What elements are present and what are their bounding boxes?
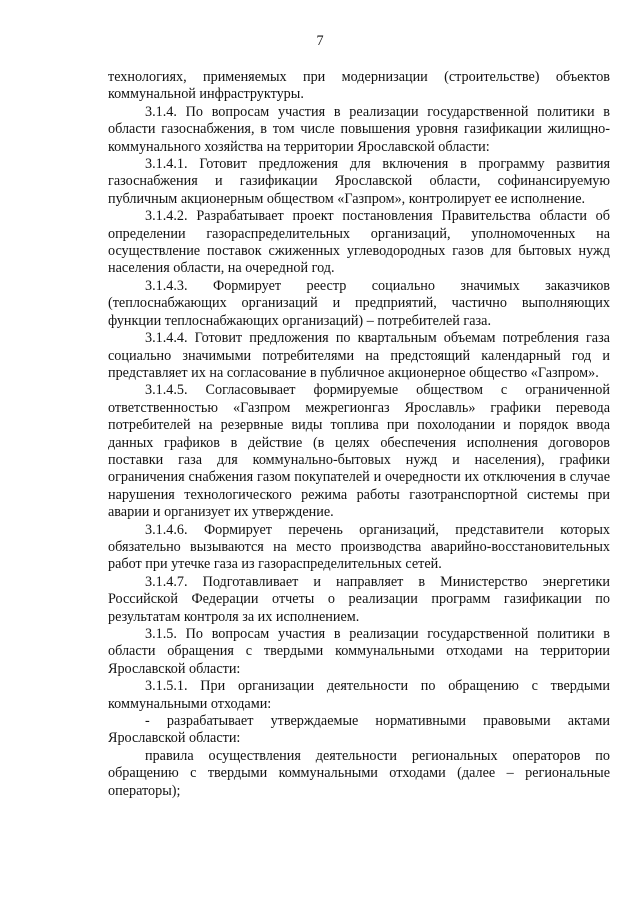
paragraph: 3.1.4.1. Готовит предложения для включения в программу развития газоснабжения и газификации Ярославской области, софинансируемую публичным акционерным обществом «Газпром», контролирует ее исполнение. xyxy=(108,156,610,207)
paragraph: 3.1.4.3. Формирует реестр социально значимых заказчиков (теплоснабжающих организаций и предприятий, частично выполняющих функции теплоснабжающих организаций) – потребителей газа. xyxy=(108,277,610,329)
paragraph: 3.1.4.6. Формирует перечень организаций, представители которых обязательно вызываются на место производства аварийно-восстановительных работ при утечке газа из газораспределительных сетей. xyxy=(108,521,610,573)
page-number: 7 xyxy=(316,33,324,49)
paragraph: 3.1.4.2. Разрабатывает проект постановления Правительства области об определении газораспределительных организаций, уполномоченных на осуществление поставок сжиженных углеводородных газов для бытовых нужд населения области, на очередной год. xyxy=(108,208,610,277)
paragraph: 3.1.5.1. При организации деятельности по обращению с твердыми коммунальными отходами: xyxy=(108,678,610,712)
paragraph: правила осуществления деятельности региональных операторов по обращению с твердыми коммунальными отходами (далее – региональные операторы); xyxy=(108,747,610,799)
paragraph: 3.1.4.4. Готовит предложения по квартальным объемам потребления газа социально значимыми потребителями на предстоящий календарный год и представляет их на согласование в публичное акционерное общество «Газпром». xyxy=(108,330,610,381)
paragraph: технологиях, применяемых при модернизации (строительстве) объектов коммунальной инфраструктуры. xyxy=(108,69,610,103)
paragraph: 3.1.4. По вопросам участия в реализации государственной политики в области газоснабжения, в том числе повышения уровня газификации жилищно-коммунального хозяйства на территории Ярославской области: xyxy=(108,103,610,155)
paragraph: - разрабатывает утверждаемые нормативными правовыми актами Ярославской области: xyxy=(108,713,610,747)
document-body xyxy=(108,69,610,800)
paragraph: 3.1.4.5. Согласовывает формируемые обществом с ограниченной ответственностью «Газпром межрегионгаз Ярославль» графики перевода потребителей на резервные виды топлива при похолодании и порядок ввода данных графиков в действие (в целях обеспечения исполнения договоров поставки газа для коммунально-бытовых нужд и населения), графики ограничения снабжения газом покупателей и очередности их отключения в случае нарушения технологического режима работы газотранспортной системы при аварии и организует их утверждение. xyxy=(108,382,610,521)
paragraph: 3.1.4.7. Подготавливает и направляет в Министерство энергетики Российской Федерации отчеты о реализации программ газификации по результатам контроля за их исполнением. xyxy=(108,573,610,625)
paragraph: 3.1.5. По вопросам участия в реализации государственной политики в области обращения с твердыми коммунальными отходами на территории Ярославской области: xyxy=(108,626,610,677)
